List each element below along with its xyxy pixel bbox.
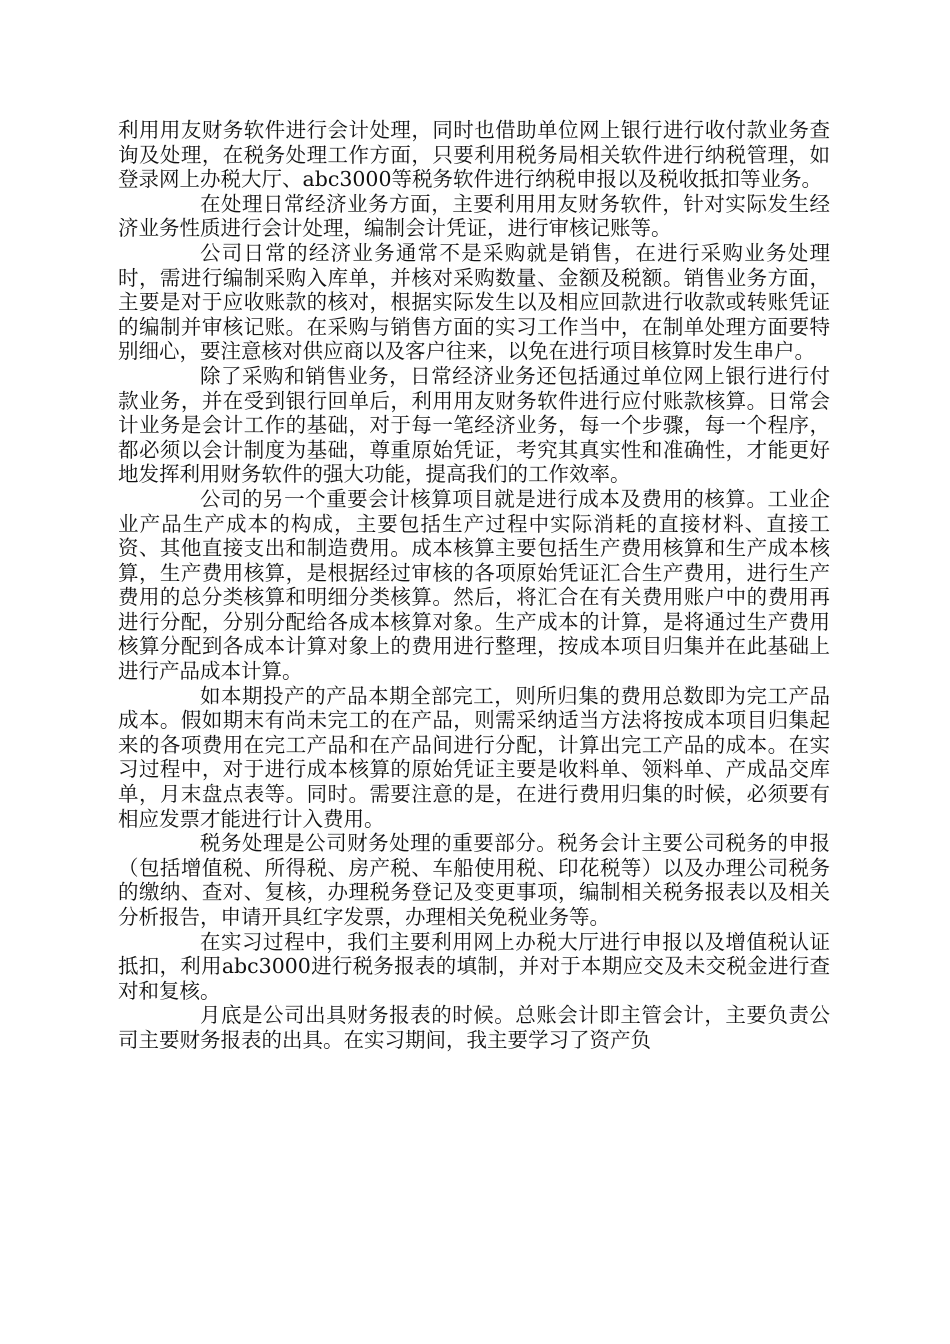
document-body (118, 118, 830, 1053)
paragraph-9: 月底是公司出具财务报表的时候。总账会计即主管会计，主要负责公司主要财务报表的出具。在实习期间，我主要学习了资产负 (118, 1003, 830, 1052)
paragraph-7: 税务处理是公司财务处理的重要部分。税务会计主要公司税务的申报（包括增值税、所得税、房产税、车船使用税、印花税等）以及办理公司税务的缴纳、查对、复核，办理税务登记及变更事项，编制相关税务报表以及相关分析报告，申请开具红字发票，办理相关免税业务等。 (118, 831, 830, 929)
paragraph-8: 在实习过程中，我们主要利用网上办税大厅进行申报以及增值税认证抵扣，利用abc3000进行税务报表的填制，并对于本期应交及未交税金进行查对和复核。 (118, 929, 830, 1003)
paragraph-6: 如本期投产的产品本期全部完工，则所归集的费用总数即为完工产品成本。假如期末有尚未完工的在产品，则需采纳适当方法将按成本项目归集起来的各项费用在完工产品和在产品间进行分配，计算出完工产品的成本。在实习过程中，对于进行成本核算的原始凭证主要是收料单、领料单、产成品交库单，月末盘点表等。同时。需要注意的是，在进行费用归集的时候，必须要有相应发票才能进行计入费用。 (118, 683, 830, 831)
paragraph-1: 利用用友财务软件进行会计处理，同时也借助单位网上银行进行收付款业务查询及处理，在税务处理工作方面，只要利用税务局相关软件进行纳税管理，如登录网上办税大厅、abc3000等税务软件进行纳税申报以及税收抵扣等业务。 (118, 118, 830, 192)
paragraph-3: 公司日常的经济业务通常不是采购就是销售，在进行采购业务处理时，需进行编制采购入库单，并核对采购数量、金额及税额。销售业务方面，主要是对于应收账款的核对，根据实际发生以及相应回款进行收款或转账凭证的编制并审核记账。在采购与销售方面的实习工作当中，在制单处理方面要特别细心，要注意核对供应商以及客户往来，以免在进行项目核算时发生串户。 (118, 240, 830, 364)
paragraph-2: 在处理日常经济业务方面，主要利用用友财务软件，针对实际发生经济业务性质进行会计处理，编制会计凭证，进行审核记账等。 (118, 191, 830, 241)
paragraph-4: 除了采购和销售业务，日常经济业务还包括通过单位网上银行进行付款业务，并在受到银行回单后，利用用友财务软件进行应付账款核算。日常会计业务是会计工作的基础，对于每一笔经济业务，每一个步骤，每一个程序，都必须以会计制度为基础，尊重原始凭证，考究其真实性和准确性，才能更好地发挥利用财务软件的强大功能，提高我们的工作效率。 (118, 363, 830, 487)
paragraph-5: 公司的另一个重要会计核算项目就是进行成本及费用的核算。工业企业产品生产成本的构成，主要包括生产过程中实际消耗的直接材料、直接工资、其他直接支出和制造费用。成本核算主要包括生产费用核算和生产成本核算，生产费用核算，是根据经过审核的各项原始凭证汇合生产费用，进行生产费用的总分类核算和明细分类核算。然后，将汇合在有关费用账户中的费用再进行分配，分别分配给各成本核算对象。生产成本的计算，是将通过生产费用核算分配到各成本计算对象上的费用进行整理，按成本项目归集并在此基础上进行产品成本计算。 (118, 486, 830, 684)
